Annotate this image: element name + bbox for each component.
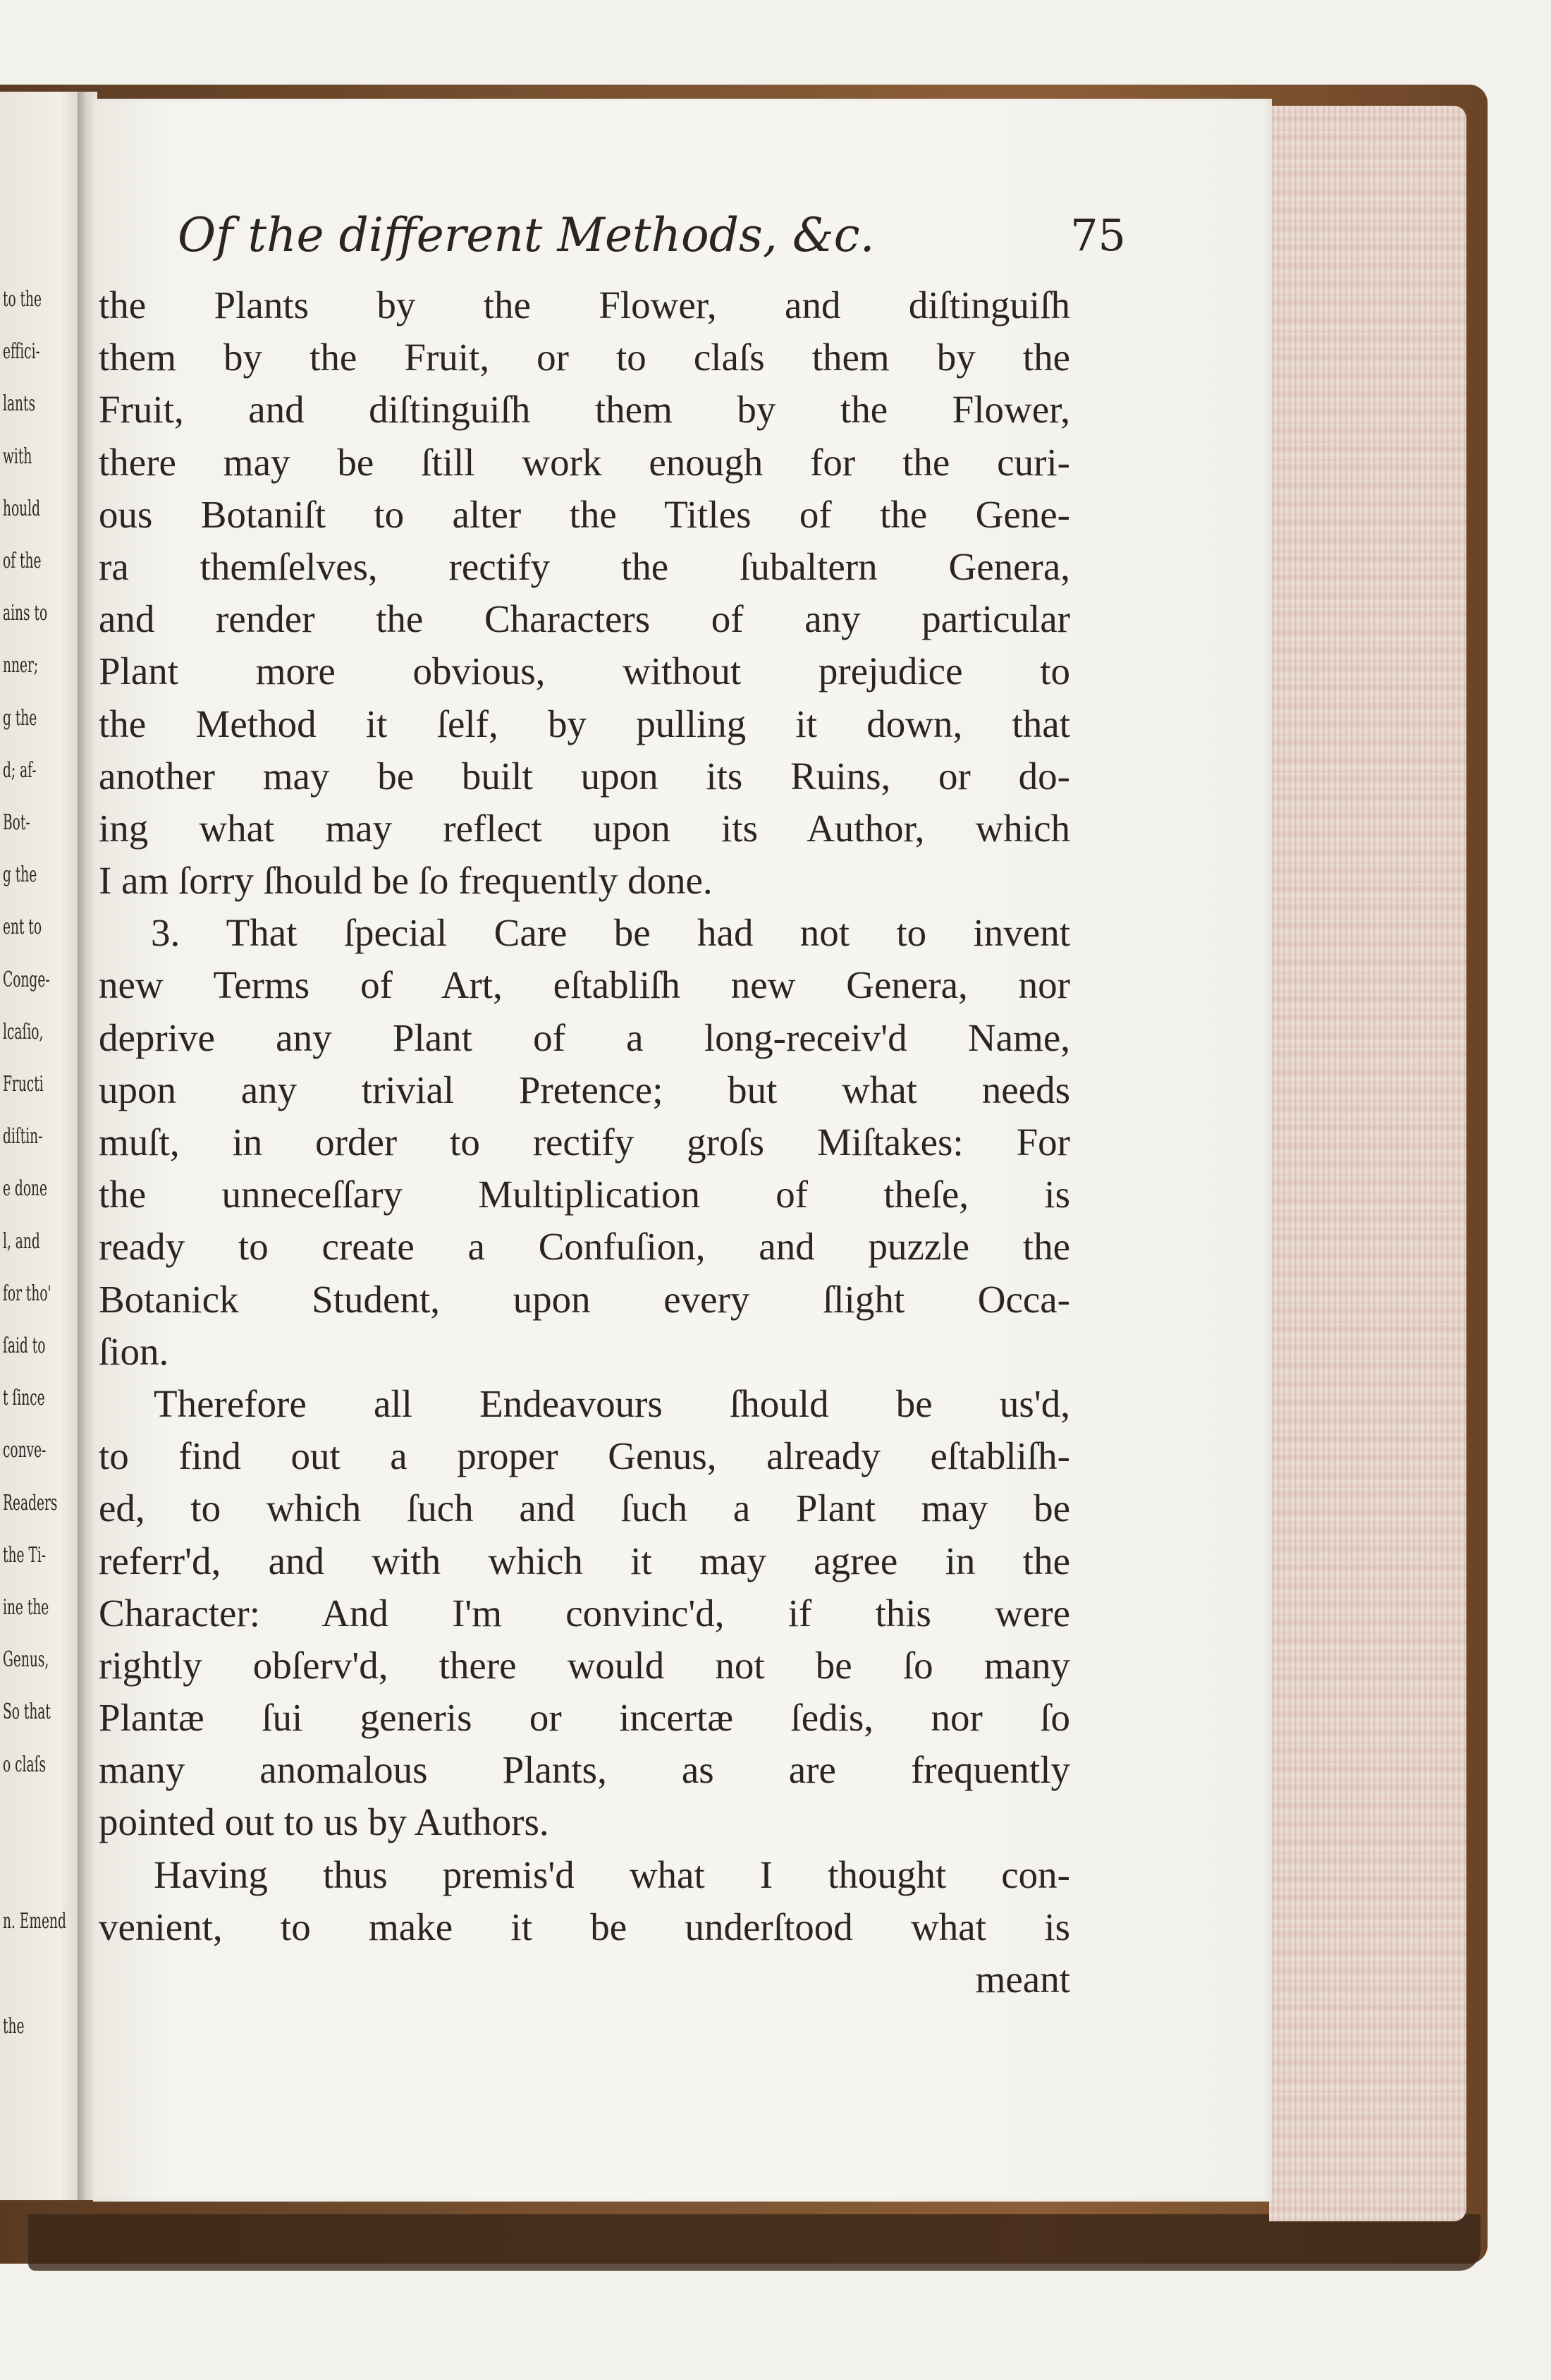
left-page-fragment: effici- bbox=[3, 339, 40, 365]
left-page-fragment: lants bbox=[3, 391, 36, 417]
left-page-fragment: diſtin- bbox=[3, 1124, 43, 1149]
left-page-fragment: the bbox=[3, 2013, 25, 2039]
text-line: ous Botaniſt to alter the Titles of the Gene- bbox=[99, 492, 1070, 536]
left-page-fragment: So that bbox=[3, 1699, 51, 1725]
text-line: Botanick Student, upon every ſlight Occa- bbox=[99, 1277, 1070, 1321]
text-line: new Terms of Art, eſtabliſh new Genera, nor bbox=[99, 963, 1070, 1007]
text-line: and render the Characters of any particular bbox=[99, 597, 1070, 641]
left-page-fragment: to the bbox=[3, 287, 42, 312]
text-line: muſt, in order to rectify groſs Miſtakes: For bbox=[99, 1121, 1070, 1164]
left-page-fragment: ent to bbox=[3, 915, 42, 940]
left-page-fragment: ains to bbox=[3, 601, 48, 626]
left-page-fragment: lcaſio, bbox=[3, 1019, 44, 1044]
text-line: Having thus premis'd what I thought con- bbox=[154, 1853, 1070, 1896]
text-line: ſion. bbox=[99, 1329, 169, 1373]
text-line: to find out a proper Genus, already eſtabliſh- bbox=[99, 1434, 1070, 1478]
text-line: deprive any Plant of a long-receiv'd Name, bbox=[99, 1015, 1070, 1059]
left-page-fragment: nner; bbox=[3, 653, 39, 678]
left-page-fragment: t ſince bbox=[3, 1386, 45, 1411]
left-page-fragment: e done bbox=[3, 1176, 48, 1202]
left-facing-page bbox=[0, 92, 85, 2200]
left-page-fragment: the Ti- bbox=[3, 1542, 47, 1568]
text-line: Fruit, and diſtinguiſh them by the Flower, bbox=[99, 388, 1070, 432]
left-page-fragment: Fructi bbox=[3, 1072, 44, 1097]
text-line: the unneceſſary Multiplication of theſe, is bbox=[99, 1173, 1070, 1216]
catchword: meant bbox=[975, 1958, 1070, 2001]
left-page-fragment: conve- bbox=[3, 1438, 47, 1463]
text-line: Plantæ ſui generis or incertæ ſedis, nor ſo bbox=[99, 1696, 1070, 1740]
left-page-fragment: Genus, bbox=[3, 1647, 49, 1673]
text-line: Plant more obvious, without prejudice to bbox=[99, 649, 1070, 693]
page-fore-edge bbox=[1269, 106, 1466, 2221]
page-number: 75 bbox=[1070, 209, 1126, 261]
body-text bbox=[99, 279, 1070, 2006]
text-line: rightly obſerv'd, there would not be ſo many bbox=[99, 1643, 1070, 1687]
left-page-fragment: Readers bbox=[3, 1490, 58, 1515]
left-page-fragment: hould bbox=[3, 496, 41, 521]
text-line: ra themſelves, rectify the ſubaltern Genera, bbox=[99, 544, 1070, 588]
left-page-fragment: g the bbox=[3, 862, 37, 888]
left-page-fragment: with bbox=[3, 444, 32, 469]
running-head-title: Of the different Methods, &c. bbox=[178, 208, 875, 262]
text-line: Therefore all Endeavours ſhould be us'd, bbox=[154, 1381, 1070, 1425]
left-page-fragment: of the bbox=[3, 549, 42, 573]
text-line: venient, to make it be underſtood what is bbox=[99, 1905, 1070, 1948]
text-line: referr'd, and with which it may agree in the bbox=[99, 1539, 1070, 1582]
text-line: many anomalous Plants, as are frequently bbox=[99, 1748, 1070, 1792]
text-line: ing what may reflect upon its Author, which bbox=[99, 806, 1070, 850]
text-line: the Method it ſelf, by pulling it down, that bbox=[99, 702, 1070, 745]
left-page-fragment: o claſs bbox=[3, 1752, 47, 1777]
text-line: there may be ſtill work enough for the curi- bbox=[99, 440, 1070, 484]
right-page bbox=[93, 99, 1272, 2202]
text-line: the Plants by the Flower, and diſtinguiſh bbox=[99, 283, 1070, 327]
text-line: pointed out to us by Authors. bbox=[99, 1800, 549, 1844]
left-page-fragment: for tho' bbox=[3, 1281, 51, 1306]
left-page-fragment: ine the bbox=[3, 1595, 49, 1620]
text-line: them by the Fruit, or to claſs them by the bbox=[99, 336, 1070, 379]
left-page-fragment: n. Emend bbox=[3, 1909, 66, 1934]
cover-bottom-edge bbox=[28, 2214, 1480, 2271]
text-line: I am ſorry ſhould be ſo frequently done. bbox=[99, 859, 713, 903]
left-page-fragment: d; af- bbox=[3, 757, 37, 783]
left-page-fragment: Conge- bbox=[3, 967, 50, 992]
left-page-fragment: ſaid to bbox=[3, 1334, 46, 1358]
left-page-fragment: g the bbox=[3, 705, 37, 731]
text-line: ed, to which ſuch and ſuch a Plant may be bbox=[99, 1487, 1070, 1530]
text-line: another may be built upon its Ruins, or do- bbox=[99, 754, 1070, 798]
text-line: ready to create a Confuſion, and puzzle the bbox=[99, 1225, 1070, 1269]
running-head bbox=[178, 206, 1126, 265]
text-line: 3. That ſpecial Care be had not to invent bbox=[151, 911, 1070, 955]
left-page-fragment: Bot- bbox=[3, 810, 30, 835]
text-line: upon any trivial Pretence; but what needs bbox=[99, 1068, 1070, 1111]
left-page-fragment: l, and bbox=[3, 1228, 40, 1254]
text-line: Character: And I'm convinc'd, if this were bbox=[99, 1591, 1070, 1635]
